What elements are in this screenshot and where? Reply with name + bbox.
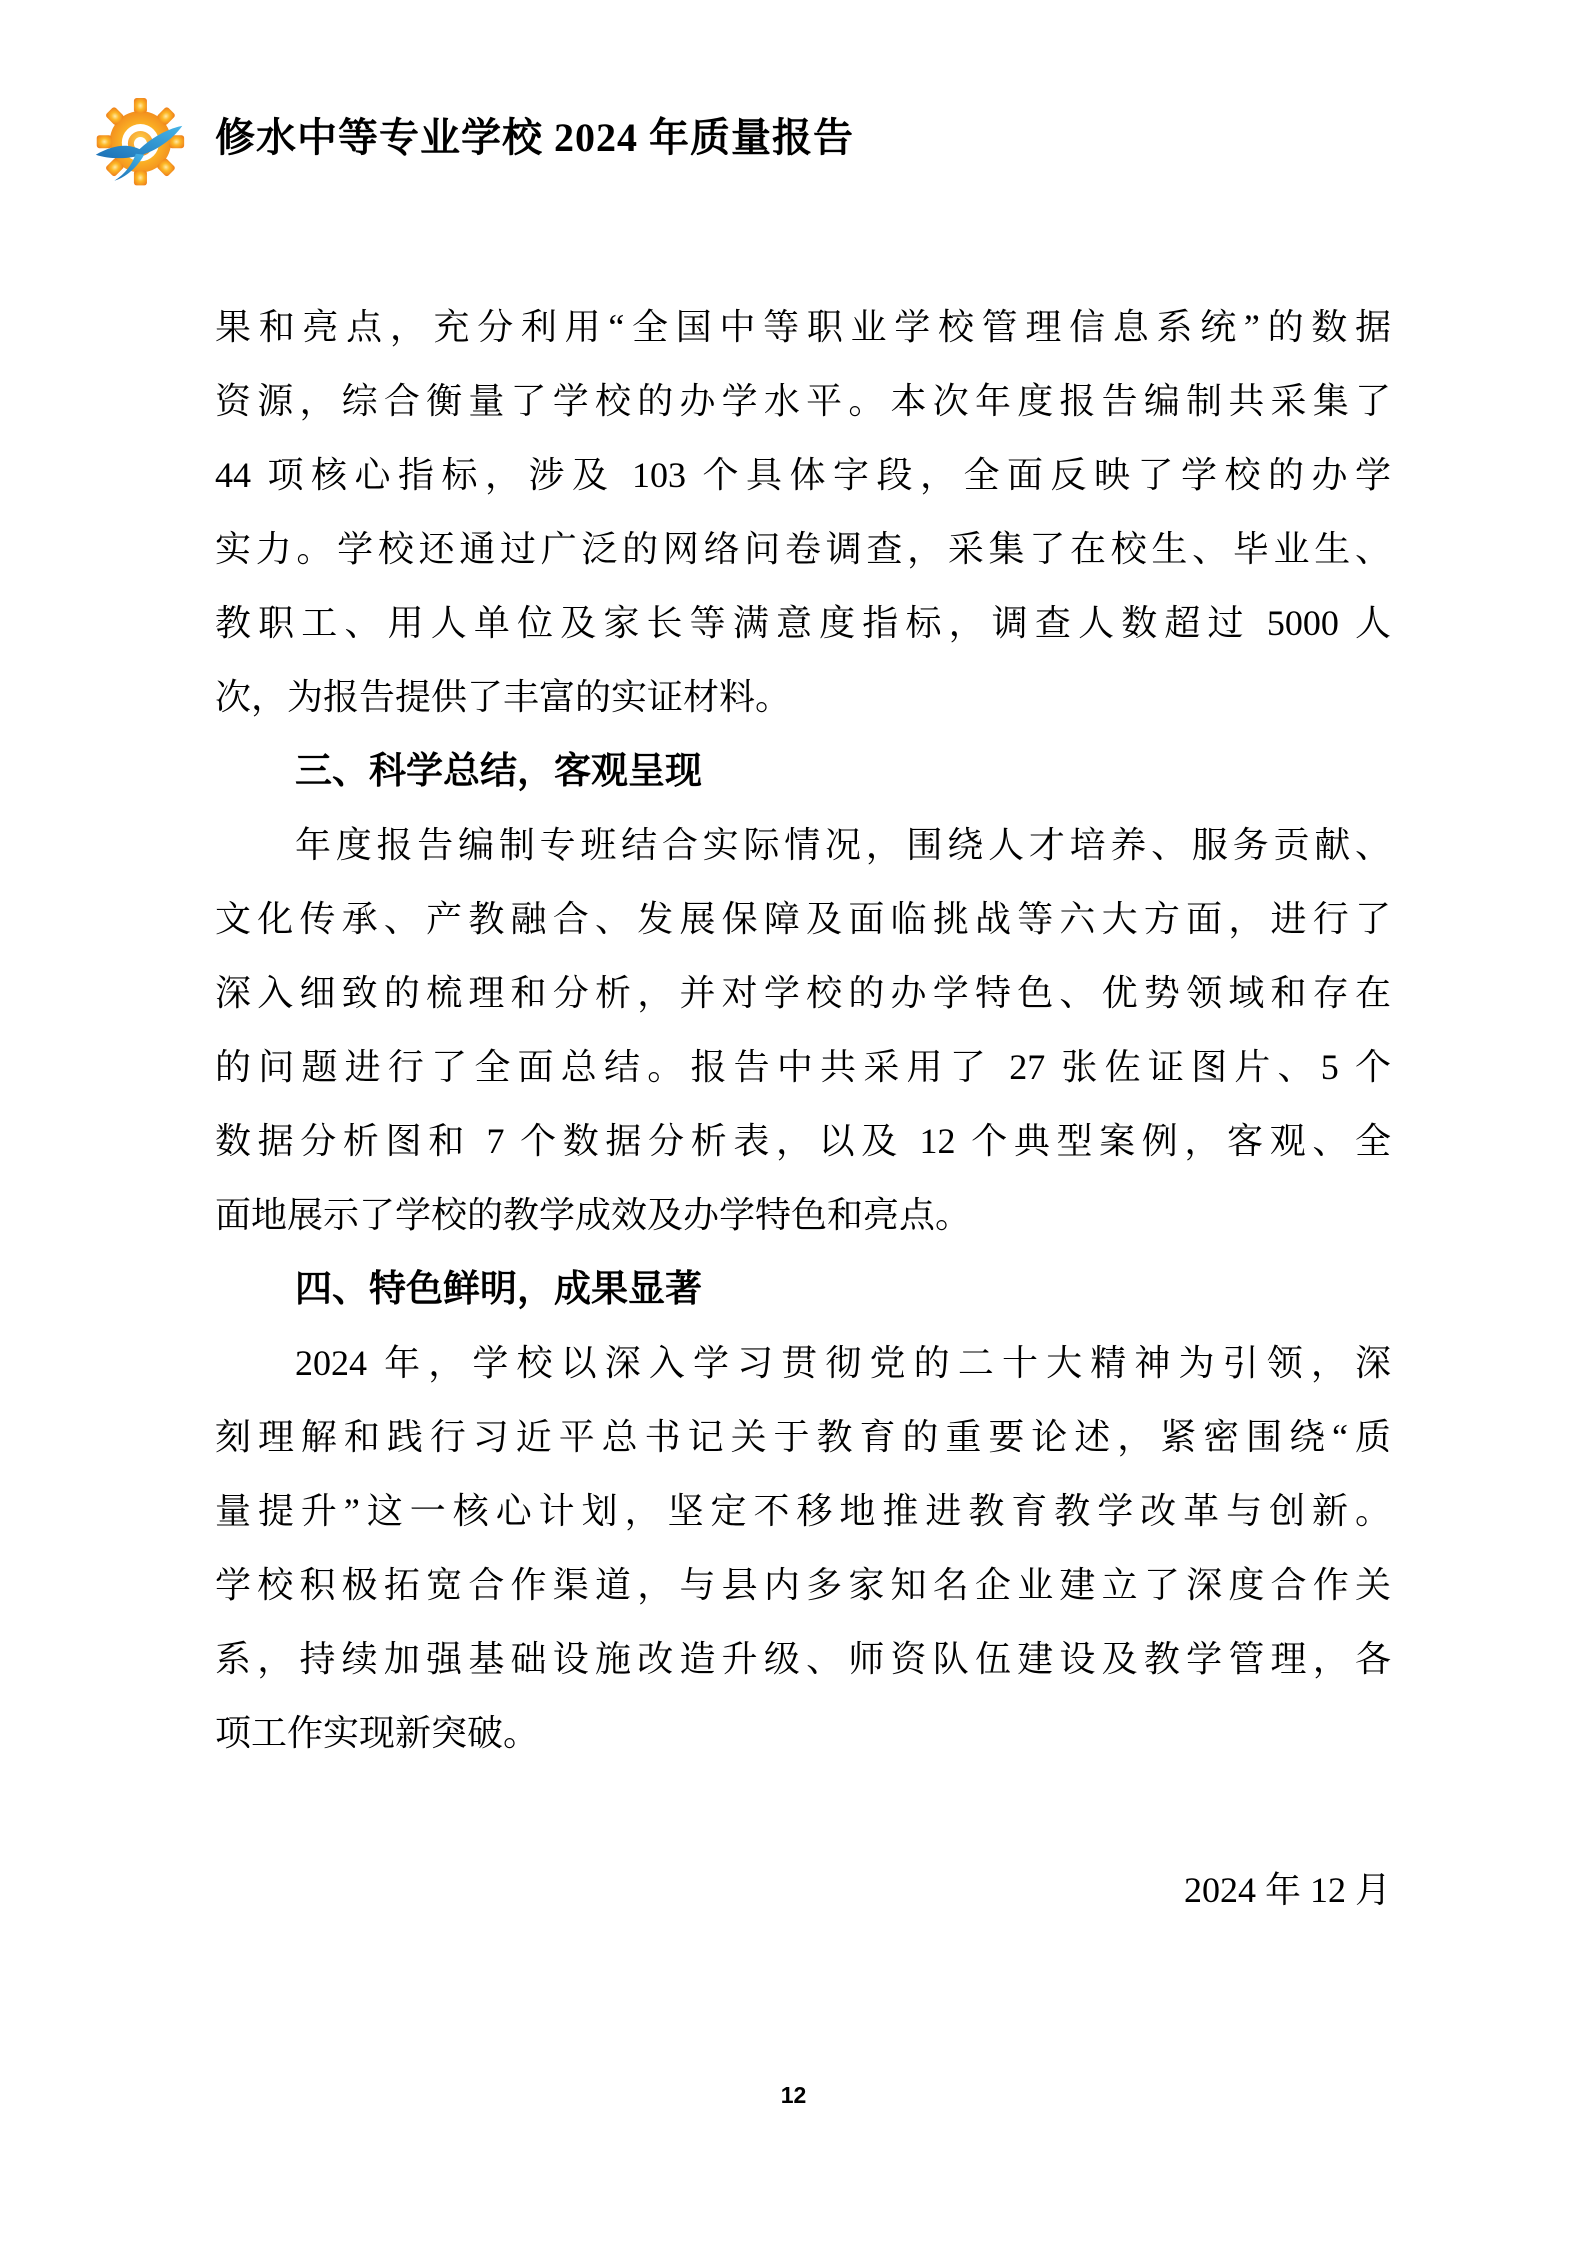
school-logo (93, 98, 186, 191)
body-line: 数据分析图和 7 个数据分析表，以及 12 个典型案例，客观、全 (215, 1121, 1391, 1161)
body-line: 刻理解和践行习近平总书记关于教育的重要论述，紧密围绕“质 (215, 1417, 1391, 1457)
body-line: 深入细致的梳理和分析，并对学校的办学特色、优势领域和存在 (215, 973, 1391, 1013)
body-line: 资源，综合衡量了学校的办学水平。本次年度报告编制共采集了 (215, 381, 1391, 421)
body-line: 实力。学校还通过广泛的网络问卷调查，采集了在校生、毕业生、 (215, 529, 1391, 569)
body-line: 面地展示了学校的教学成效及办学特色和亮点。 (215, 1195, 972, 1235)
body-line: 44 项核心指标，涉及 103 个具体字段，全面反映了学校的办学 (215, 455, 1391, 495)
section-heading: 四、特色鲜明，成果显著 (295, 1268, 702, 1309)
body-line: 年度报告编制专班结合实际情况，围绕人才培养、服务贡献、 (295, 825, 1391, 865)
body-line: 项工作实现新突破。 (215, 1713, 540, 1753)
report-date: 2024 年 12 月 (1183, 1870, 1391, 1910)
page-footer (0, 2080, 1587, 2110)
body-line: 2024 年，学校以深入学习贯彻党的二十大精神为引领，深 (295, 1343, 1391, 1383)
page-number: 12 (780, 2082, 807, 2108)
body-line: 学校积极拓宽合作渠道，与县内多家知名企业建立了深度合作关 (215, 1565, 1391, 1605)
section-heading: 三、科学总结，客观呈现 (295, 750, 702, 791)
body-line: 教职工、用人单位及家长等满意度指标，调查人数超过 5000 人 (215, 603, 1391, 643)
header-title: 修水中等专业学校 2024 年质量报告 (215, 115, 854, 160)
body-line: 文化传承、产教融合、发展保障及面临挑战等六大方面，进行了 (215, 899, 1391, 939)
body-line: 的问题进行了全面总结。报告中共采用了 27 张佐证图片、5 个 (215, 1047, 1391, 1087)
body-line: 系，持续加强基础设施改造升级、师资队伍建设及教学管理，各 (215, 1639, 1391, 1679)
body-line: 果和亮点，充分利用“全国中等职业学校管理信息系统”的数据 (215, 307, 1391, 347)
gear-bird-logo-icon (93, 98, 186, 191)
document-body (215, 290, 1391, 1770)
body-line: 次，为报告提供了丰富的实证材料。 (215, 677, 792, 717)
body-line: 量提升”这一核心计划，坚定不移地推进教育教学改革与创新。 (215, 1491, 1391, 1531)
